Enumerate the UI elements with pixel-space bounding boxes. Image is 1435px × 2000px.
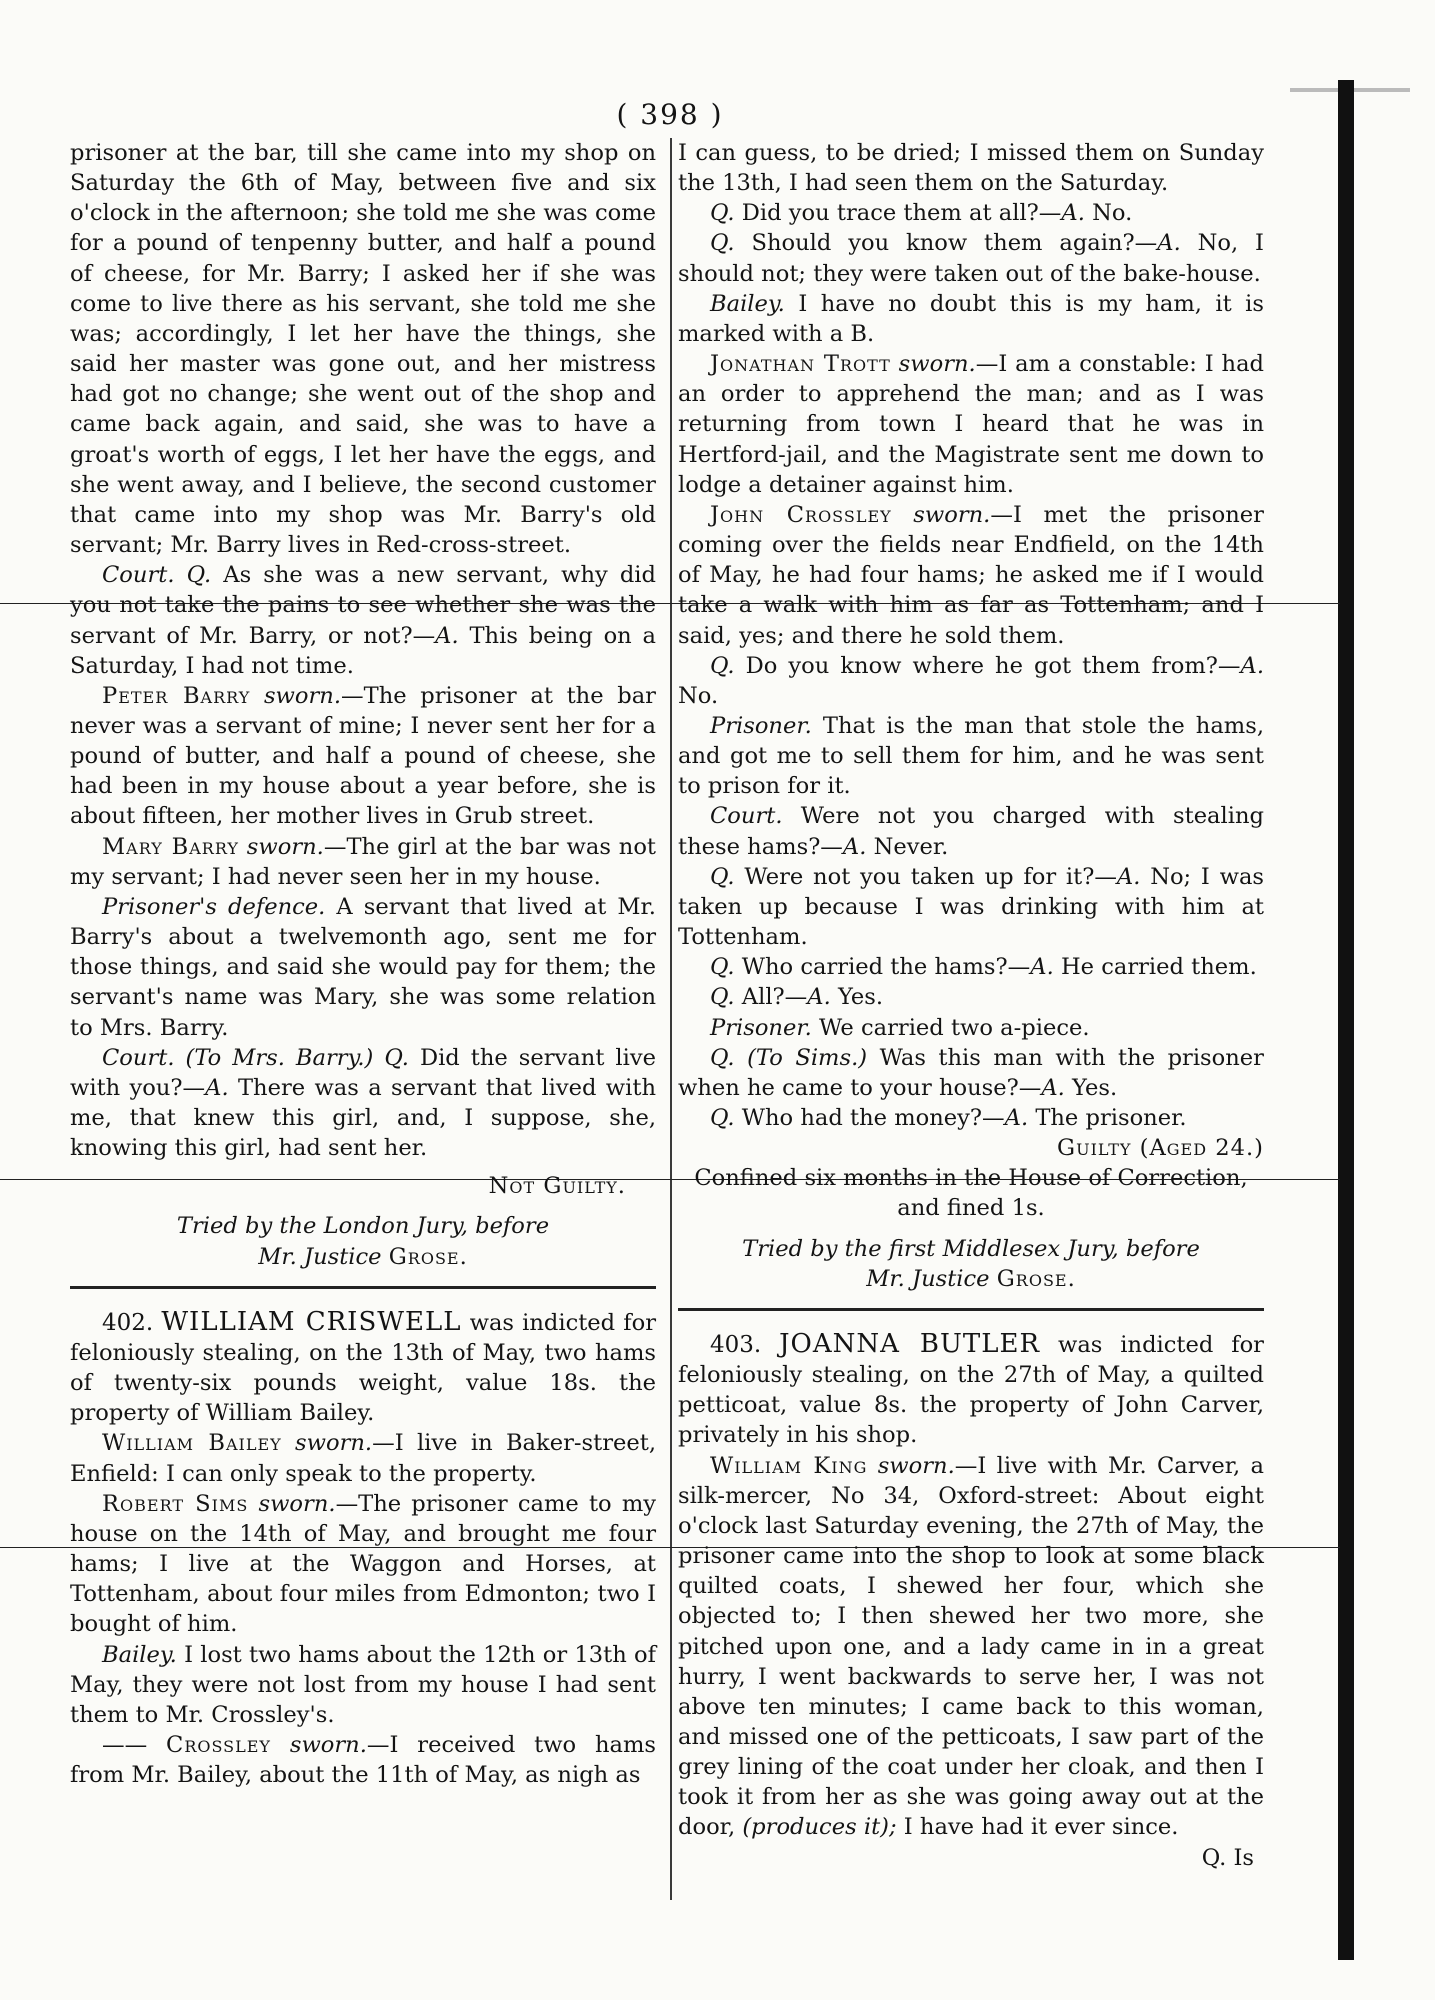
witness-name: Robert Sims bbox=[102, 1490, 249, 1517]
sworn-label: sworn. bbox=[258, 1490, 336, 1517]
speaker-label: Court. bbox=[710, 803, 783, 830]
answer-label: A. bbox=[1116, 863, 1141, 890]
paragraph bbox=[70, 1730, 656, 1790]
sentence bbox=[678, 1163, 1264, 1223]
paragraph-text: prisoner at the bar, till she came into my shop on Saturday the 6th of May, between five and six o'clock in the afternoon; she told me she was come for a pound of tenpenny butter, and half a pound of cheese, for Mr. Barry; I asked her if she was come to live there as his servant, she told me she was; accordingly, I let her have the things, she said her master was gone out, and her mistress had got no change; she went out of the shop and came back again, and said, she was to have a groat's worth of eggs, I let her have the eggs, and she went away, and I believe, the second customer that came into my shop was Mr. Barry's old servant; Mr. Barry lives in Red-cross-street. bbox=[70, 140, 656, 559]
paragraph bbox=[70, 681, 656, 832]
sworn-label: sworn. bbox=[289, 1731, 367, 1758]
stage-note: (produces it); bbox=[742, 1814, 897, 1841]
paragraph-text: Yes. bbox=[1072, 1074, 1118, 1101]
paragraph bbox=[678, 1043, 1264, 1103]
case-number: 403. bbox=[710, 1331, 762, 1358]
question-mark-label: Q. bbox=[384, 1044, 409, 1071]
paragraph-text: —I received two hams from Mr. Bailey, about the 11th of May, as nigh as bbox=[70, 1731, 657, 1789]
defendant-name: WILLIAM CRISWELL bbox=[161, 1306, 462, 1337]
paragraph bbox=[678, 651, 1264, 711]
paragraph-text: Were not you taken up for it?— bbox=[744, 863, 1117, 890]
paragraph-text: —The girl at the bar was not my servant; I had never seen her in my house. bbox=[70, 833, 656, 890]
paragraph-text: No, I should not; they were taken out of the bake-house. bbox=[678, 230, 1264, 287]
speaker-label: Prisoner's defence. bbox=[102, 893, 326, 920]
paragraph-text: I can guess, to be dried; I missed them on Sunday the 13th, I had seen them on the Saturday. bbox=[678, 140, 1264, 197]
paragraph bbox=[70, 560, 656, 681]
speaker-label: Prisoner. bbox=[710, 712, 812, 739]
witness-name: Crossley bbox=[166, 1731, 271, 1758]
speaker-label: Prisoner. bbox=[710, 1014, 812, 1041]
question-mark-label: Q. bbox=[710, 1044, 735, 1071]
question-mark-label: Q. bbox=[710, 200, 735, 227]
paragraph bbox=[70, 1489, 656, 1640]
paragraph bbox=[678, 349, 1264, 500]
question-mark-label: Q. bbox=[710, 1105, 735, 1131]
left-column bbox=[70, 138, 656, 1790]
paragraph bbox=[678, 862, 1264, 952]
answer-label: A. bbox=[807, 984, 831, 1011]
verdict: Guilty (Aged 24.) bbox=[1057, 1135, 1264, 1162]
paragraph-text: Who had the money?— bbox=[741, 1105, 1005, 1131]
paragraph-text: I lost two hams about the 12th or 13th of May, they were not lost from my house I had sent them to Mr. Crossley's. bbox=[70, 1641, 656, 1728]
paragraph-text: This being on a Saturday, I had not time. bbox=[70, 622, 656, 679]
paragraph-text: The prisoner. bbox=[1035, 1105, 1187, 1131]
paragraph bbox=[678, 1103, 1264, 1133]
indictment-text: was indicted for feloniously stealing, on the 27th of May, a quilted petticoat, value 8s. the property of John Carver, privately in his shop. bbox=[678, 1331, 1264, 1449]
answer-label: A. bbox=[1061, 200, 1085, 227]
paragraph-text: —I live with Mr. Carver, a silk-mercer, No 34, Oxford-street: About eight o'clock last Saturday evening, the 27th of May, the prisoner came into the shop to look at some black quilted coats, I shewed her four, which she objected to; I then shewed her two more, she pitched upon one, and a lady came in in a great hurry, I went backwards to serve her, I was not above ten minutes; I came back to this woman, and missed one of the petticoats, I saw part of the grey lining of the coat under her cloak, and then I took it from her as she was going away out at the door, bbox=[678, 1452, 1264, 1841]
paragraph-text: No. bbox=[678, 682, 719, 709]
paragraph-text: —The prisoner at the bar never was a servant of mine; I never sent her for a pound of butter, and half a pound of cheese, she had been in my house about a year before, she is about fifteen, her mother lives in Grub street. bbox=[70, 682, 656, 830]
paragraph bbox=[70, 138, 656, 560]
paragraph-text: —I am a constable: I had an order to apprehend the man; and as I was returning from town I heard that he was in Hertford-jail, and the Magistrate sent me down to lodge a detainer against him. bbox=[678, 351, 1264, 498]
paragraph bbox=[678, 982, 1264, 1012]
paragraph bbox=[678, 198, 1264, 228]
judge-title: Mr. Justice bbox=[866, 1265, 990, 1292]
page-number: ( 398 ) bbox=[616, 98, 724, 131]
indictment-text: was indicted for feloniously stealing, on the 13th of May, two hams of twenty-six pounds weight, value 18s. the property of William Bailey. bbox=[70, 1309, 657, 1427]
paragraph bbox=[678, 1451, 1264, 1843]
defendant-name: JOANNA BUTLER bbox=[779, 1328, 1041, 1359]
judge-title: Mr. Justice bbox=[258, 1243, 382, 1270]
answer-label: A. bbox=[1030, 954, 1054, 981]
answer-label: A. bbox=[842, 833, 867, 860]
jury-text: Tried by the first Middlesex Jury, before bbox=[742, 1235, 1200, 1262]
stage-note: (To Sims.) bbox=[747, 1044, 868, 1071]
question-mark-label: Q. bbox=[710, 954, 735, 981]
jury-line bbox=[70, 1211, 656, 1271]
paragraph-text: —The prisoner came to my house on the 14th of May, and brought me four hams; I live at the Waggon and Horses, at Tottenham, about four miles from Edmonton; two I bought of him. bbox=[70, 1490, 657, 1638]
paragraph-text: A servant that lived at Mr. Barry's about a twelvemonth ago, sent me for those things, and said she would pay for them; the servant's name was Mary, she was some relation to Mrs. Barry. bbox=[70, 893, 656, 1041]
paragraph-text: He carried them. bbox=[1060, 954, 1257, 981]
question-mark-label: Q. bbox=[710, 863, 735, 890]
paragraph-text: All?— bbox=[741, 984, 808, 1011]
sentence-text: Confined six months in the House of Correction, bbox=[694, 1165, 1248, 1192]
case-number: 402. bbox=[102, 1309, 154, 1336]
catchword: Q. Is bbox=[1201, 1844, 1254, 1871]
paragraph bbox=[678, 1013, 1264, 1043]
witness-name: John Crossley bbox=[710, 501, 892, 528]
paragraph bbox=[678, 711, 1264, 801]
sworn-label: sworn. bbox=[898, 351, 976, 378]
case-heading bbox=[678, 1329, 1264, 1451]
question-mark-label: Q. bbox=[710, 230, 735, 257]
paragraph bbox=[70, 832, 656, 892]
question-mark-label: Q. bbox=[710, 652, 735, 679]
paragraph bbox=[678, 500, 1264, 651]
paragraph bbox=[70, 1428, 656, 1488]
paragraph bbox=[70, 892, 656, 1043]
paragraph-text: Should you know them again?— bbox=[751, 230, 1158, 257]
witness-name: Peter Barry bbox=[102, 682, 251, 709]
sworn-label: sworn. bbox=[246, 833, 324, 860]
speaker-label: Bailey. bbox=[710, 290, 785, 317]
answer-label: A. bbox=[1157, 230, 1181, 257]
answer-label: A. bbox=[435, 622, 459, 649]
paragraph-text: Were not you charged with stealing these hams?— bbox=[678, 803, 1264, 860]
answer-label: A. bbox=[205, 1074, 229, 1101]
paragraph bbox=[678, 952, 1264, 982]
paragraph-text: There was a servant that lived with me, that knew this girl, and, I suppose, she, knowing this girl, had sent her. bbox=[70, 1074, 657, 1162]
jury-text: Tried by the London Jury, before bbox=[176, 1213, 550, 1240]
dash: —— bbox=[102, 1731, 148, 1758]
sworn-label: sworn. bbox=[263, 682, 342, 709]
speaker-label: Court. bbox=[102, 562, 175, 589]
witness-name: William Bailey bbox=[102, 1430, 282, 1457]
paragraph-text: That is the man that stole the hams, and got me to sell them for him, and he was sent to prison for it. bbox=[678, 712, 1264, 800]
paragraph-text: No; I was taken up because I was drinking with him at Tottenham. bbox=[678, 863, 1265, 951]
paragraph bbox=[678, 228, 1264, 288]
sentence-text: and fined 1s. bbox=[897, 1195, 1045, 1222]
sworn-label: sworn. bbox=[913, 501, 991, 528]
paragraph-text: No. bbox=[1092, 200, 1133, 227]
paragraph-text: We carried two a-piece. bbox=[819, 1014, 1090, 1041]
section-rule bbox=[678, 1308, 1264, 1311]
jury-line bbox=[678, 1234, 1264, 1294]
paragraph bbox=[70, 1640, 656, 1730]
paragraph-text: As she was a new servant, why did you not take the pains to see whether she was the servant of Mr. Barry, or not?— bbox=[70, 562, 656, 649]
witness-name: Mary Barry bbox=[102, 833, 239, 860]
paragraph-text: Was this man with the prisoner when he came to your house?— bbox=[678, 1044, 1264, 1101]
answer-label: A. bbox=[1240, 652, 1265, 679]
question-mark-label: Q. bbox=[710, 984, 735, 1011]
paragraph bbox=[678, 801, 1264, 861]
case-heading bbox=[70, 1307, 656, 1429]
speaker-label: Court. (To Mrs. Barry.) bbox=[102, 1044, 374, 1071]
paragraph bbox=[70, 1043, 656, 1164]
speaker-label: Bailey. bbox=[102, 1641, 177, 1668]
judge-name: Grose. bbox=[388, 1243, 468, 1270]
paragraph-text: Do you know where he got them from?— bbox=[745, 652, 1241, 679]
column-divider bbox=[670, 138, 672, 1900]
paragraph-text: Did the servant live with you?— bbox=[70, 1044, 656, 1101]
question-mark-label: Q. bbox=[186, 562, 212, 589]
sworn-label: sworn. bbox=[295, 1430, 373, 1457]
witness-name: Jonathan Trott bbox=[710, 351, 891, 378]
page-edge-shadow bbox=[1338, 80, 1354, 1960]
paragraph bbox=[678, 138, 1264, 198]
paragraph-text: —I met the prisoner coming over the fields near Endfield, on the 14th of May, he had four hams; he asked me if I would take a walk with him as far as Tottenham; and I said, yes; and there he sold them. bbox=[678, 501, 1264, 649]
sworn-label: sworn. bbox=[877, 1452, 955, 1479]
paragraph-text: I have no doubt this is my ham, it is marked with a B. bbox=[678, 290, 1265, 347]
paragraph-text: Did you trace them at all?— bbox=[741, 200, 1062, 227]
right-column bbox=[678, 138, 1264, 1873]
paragraph-text: Who carried the hams?— bbox=[741, 954, 1031, 981]
section-rule bbox=[70, 1286, 656, 1289]
answer-label: A. bbox=[1041, 1074, 1065, 1101]
paragraph-text: Yes. bbox=[837, 984, 884, 1011]
witness-name: William King bbox=[710, 1452, 868, 1479]
verdict: Not Guilty. bbox=[488, 1173, 626, 1200]
answer-label: A. bbox=[1004, 1105, 1029, 1131]
paragraph-text: —I live in Baker-street, Enfield: I can only speak to the property. bbox=[70, 1430, 657, 1487]
judge-name: Grose. bbox=[996, 1265, 1076, 1292]
paragraph bbox=[678, 289, 1264, 349]
paragraph-text: Never. bbox=[873, 833, 949, 860]
paragraph-text: I have had it ever since. bbox=[903, 1814, 1179, 1841]
